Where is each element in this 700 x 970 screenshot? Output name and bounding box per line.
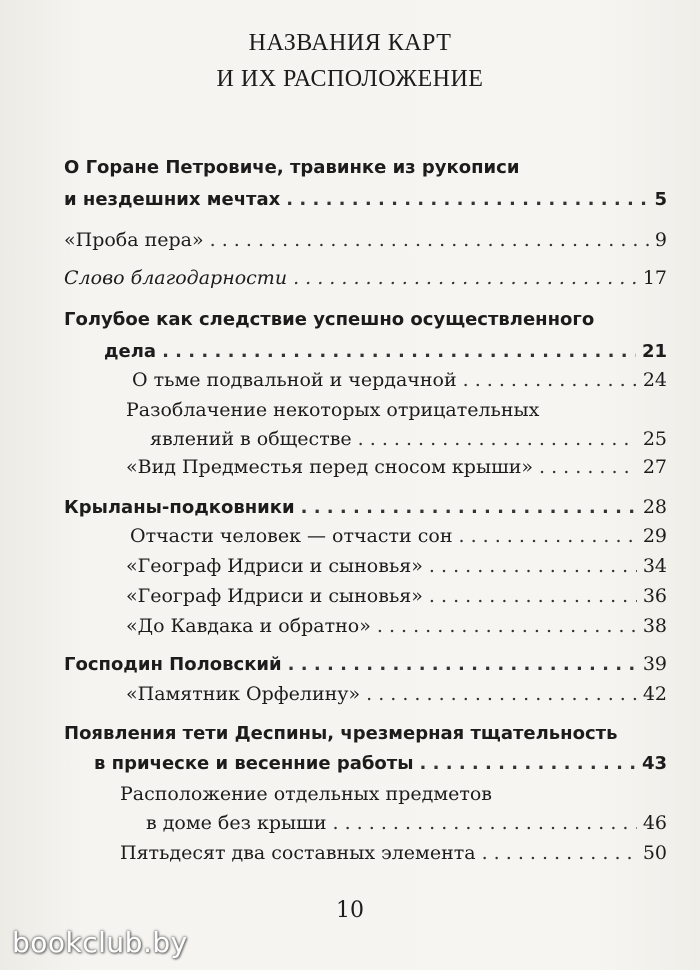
toc-entry-title: Отчасти человек — отчасти сон xyxy=(130,525,453,547)
toc-entry-10[interactable] xyxy=(126,584,667,608)
toc-entry-2[interactable] xyxy=(64,266,667,290)
leader-dots xyxy=(458,524,636,548)
leader-dots xyxy=(293,266,637,290)
toc-page-number: 42 xyxy=(642,683,667,705)
toc-page-number: 43 xyxy=(641,753,667,774)
watermark-logo: bookclub.by xyxy=(12,926,188,959)
toc-entry-8[interactable] xyxy=(130,524,667,548)
leader-dots xyxy=(286,188,648,212)
page-number: 10 xyxy=(336,898,364,923)
toc-entry-7[interactable] xyxy=(64,495,667,520)
leader-dots xyxy=(288,653,637,677)
leader-dots xyxy=(210,228,649,252)
toc-entry-13[interactable] xyxy=(126,682,667,706)
toc-entry-1[interactable] xyxy=(64,228,667,252)
toc-entry-0[interactable] xyxy=(64,188,667,212)
toc-entry-title: «Памятник Орфелину» xyxy=(126,683,361,705)
toc-page-number: 46 xyxy=(642,812,667,834)
toc-entry-11[interactable] xyxy=(126,614,667,638)
toc-page-number: 5 xyxy=(654,189,667,210)
toc-page-number: 27 xyxy=(642,456,667,478)
leader-dots xyxy=(463,368,637,392)
leader-dots xyxy=(539,455,637,479)
leader-dots xyxy=(301,496,637,520)
toc-entry-title: «Географ Идриси и сыновья» xyxy=(126,585,423,607)
toc-entry-title: «Географ Идриси и сыновья» xyxy=(126,555,423,577)
toc-entry-4[interactable] xyxy=(132,368,667,392)
toc-page-number: 38 xyxy=(642,615,667,637)
toc-entry-title: и нездешних мечтах xyxy=(64,189,281,210)
toc-page-number: 24 xyxy=(642,369,667,391)
toc-page-number: 17 xyxy=(642,267,667,289)
toc-entry-9[interactable] xyxy=(126,554,667,578)
toc-entry-title: Крыланы-подковники xyxy=(64,497,295,518)
toc-entry-16[interactable] xyxy=(120,841,667,865)
toc-page-number: 29 xyxy=(642,525,667,547)
leader-dots xyxy=(429,554,637,578)
toc-page-number: 34 xyxy=(642,555,667,577)
leader-dots xyxy=(377,614,637,638)
toc-entry-title: Пятьдесят два составных элемента xyxy=(120,842,476,864)
leader-dots xyxy=(333,811,637,835)
contents-heading-line-2: И ИХ РАСПОЛОЖЕНИЕ xyxy=(216,66,484,92)
toc-page-number: 50 xyxy=(642,842,667,864)
leader-dots xyxy=(366,682,637,706)
toc-page-number: 25 xyxy=(642,428,667,450)
toc-entry-12[interactable] xyxy=(64,652,667,677)
toc-entry-title: «Проба пера» xyxy=(64,229,204,251)
toc-entry-3-first-line: Голубое как следствие успешно осуществленного xyxy=(64,309,595,330)
toc-page-number: 28 xyxy=(642,496,667,518)
toc-entry-3[interactable] xyxy=(104,340,667,364)
toc-entry-title: Господин Половский xyxy=(64,654,282,675)
leader-dots xyxy=(420,752,636,776)
leader-dots xyxy=(162,340,636,364)
toc-page-number: 36 xyxy=(642,585,667,607)
toc-entry-15[interactable] xyxy=(146,811,667,835)
toc-entry-15-first-line: Расположение отдельных предметов xyxy=(120,783,492,805)
toc-entry-6[interactable] xyxy=(126,455,667,479)
toc-entry-title: явлений в обществе xyxy=(150,428,352,450)
leader-dots xyxy=(429,584,637,608)
toc-entry-title: Слово благодарности xyxy=(64,267,288,289)
toc-page-number: 9 xyxy=(654,229,667,251)
toc-entry-title: «До Кавдака и обратно» xyxy=(126,615,371,637)
toc-entry-14[interactable] xyxy=(94,752,667,776)
toc-entry-title: дела xyxy=(104,341,157,362)
toc-page-number: 39 xyxy=(642,653,667,675)
toc-entry-title: «Вид Предместья перед сносом крыши» xyxy=(126,456,534,478)
toc-entry-5[interactable] xyxy=(150,427,667,451)
toc-entry-title: в прическе и весенние работы xyxy=(94,753,414,774)
leader-dots xyxy=(358,427,637,451)
toc-entry-0-first-line: О Горане Петровиче, травинке из рукописи xyxy=(64,157,520,178)
toc-entry-5-first-line: Разоблачение некоторых отрицательных xyxy=(126,399,540,421)
toc-entry-title: О тьме подвальной и чердачной xyxy=(132,369,457,391)
toc-entry-title: в доме без крыши xyxy=(146,812,327,834)
toc-page-number: 21 xyxy=(641,341,667,362)
contents-heading-line-1: НАЗВАНИЯ КАРТ xyxy=(248,30,452,56)
leader-dots xyxy=(482,841,637,865)
toc-entry-14-first-line: Появления тети Деспины, чрезмерная тщательность xyxy=(64,723,618,744)
